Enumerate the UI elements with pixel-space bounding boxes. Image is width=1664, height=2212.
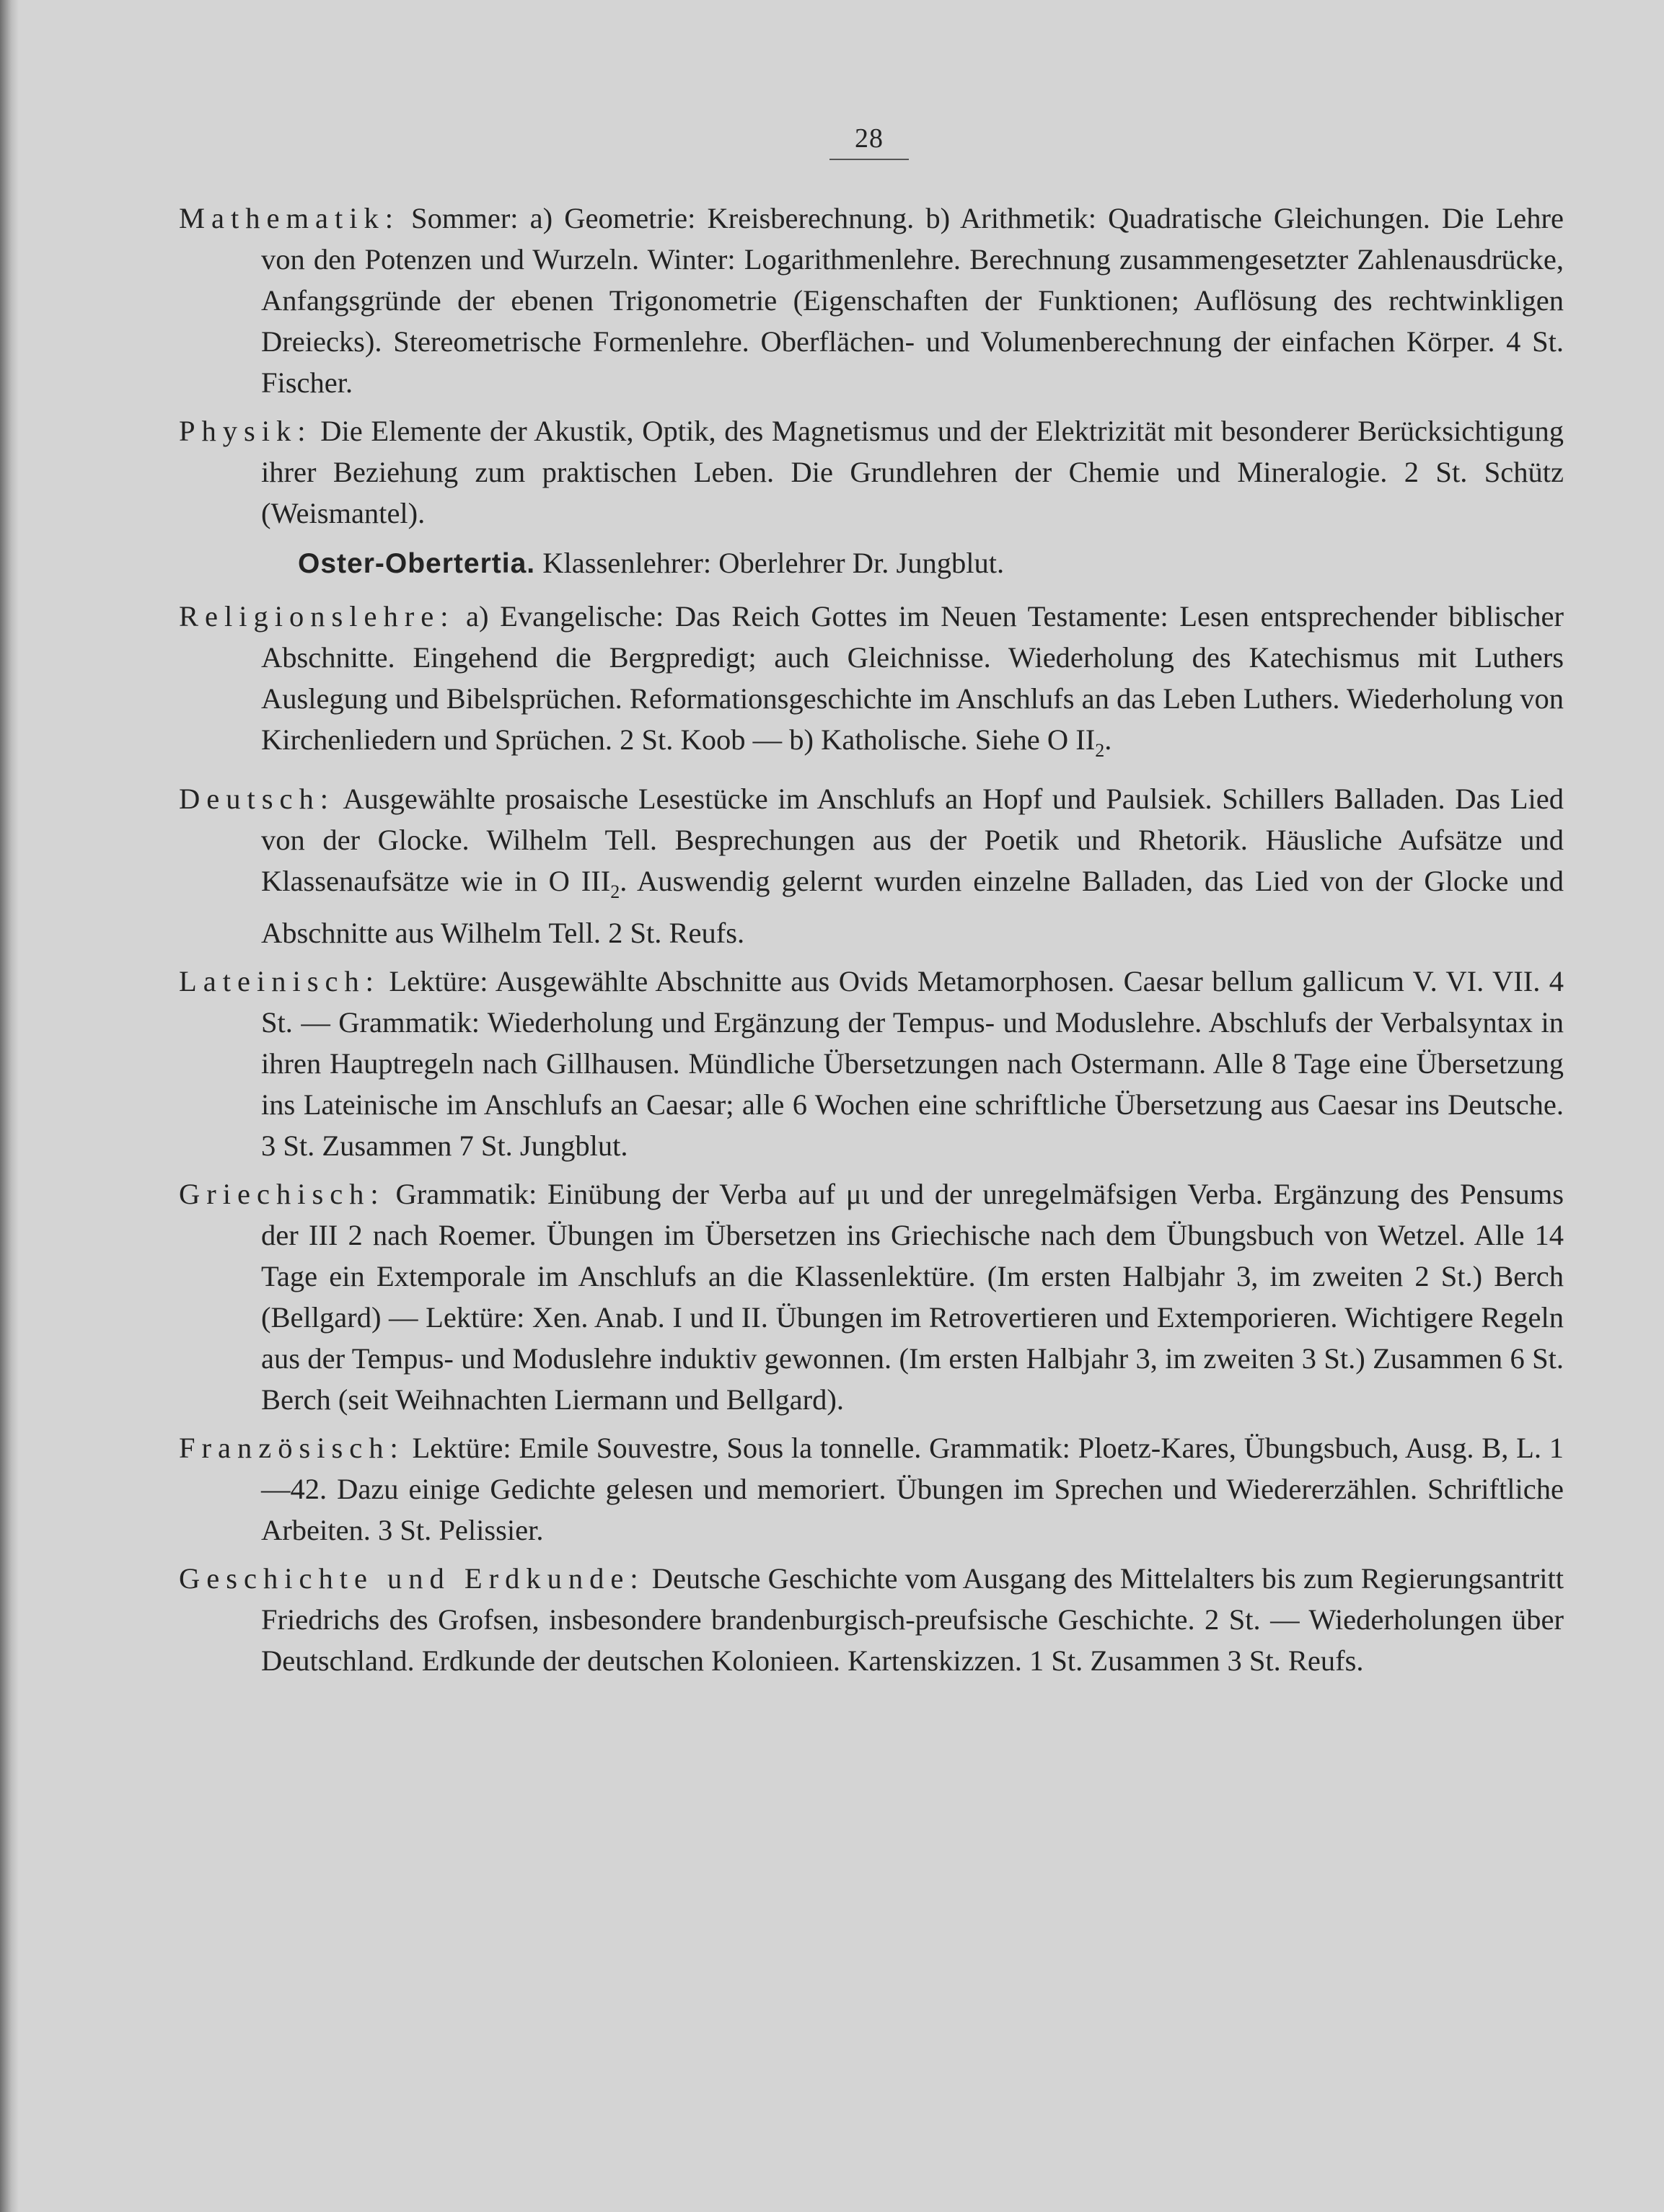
- section-label-geschichte: Geschichte und Erdkunde:: [179, 1562, 645, 1595]
- section-label-griechisch: Griechisch:: [179, 1178, 385, 1210]
- section-text-religionslehre: a) Evangelische: Das Reich Gottes im Neuen Testamente: Lesen entsprechender biblischer Abschnitte. Eingehend die Bergpredigt; auch Gleichnisse. Wiederholung des Katechismus mit Luthers Auslegung und Bibelsprüchen. Reformationsgeschichte im Anschlufs an das Leben Luthers. Wiederholung von Kirchenliedern und Sprüchen. 2 St. Koob — b) Katholische. Siehe O II: [261, 600, 1564, 756]
- section-label-lateinisch: Lateinisch:: [179, 965, 380, 997]
- section-text-lateinisch: Lektüre: Ausgewählte Abschnitte aus Ovids Metamorphosen. Caesar bellum gallicum V. VI. VII. 4 St. — Grammatik: Wiederholung und Ergänzung der Tempus- und Moduslehre. Abschlufs der Verbalsyntax in ihren Hauptregeln nach Gillhausen. Mündliche Übersetzungen nach Ostermann. Alle 8 Tage eine Übersetzung ins Lateinische im Anschlufs an Caesar; alle 6 Wochen eine schriftliche Übersetzung aus Caesar ins Deutsche. 3 St. Zusammen 7 St. Jungblut.: [261, 965, 1564, 1162]
- section-deutsch: [179, 778, 1564, 953]
- section-label-religionslehre: Religionslehre:: [179, 600, 455, 633]
- section-franzoesisch: [179, 1427, 1564, 1551]
- subscript-deutsch: 2: [610, 881, 620, 902]
- page-number: 28: [829, 123, 909, 160]
- section-physik: [179, 410, 1564, 534]
- scan-edge-shadow: [0, 0, 19, 2212]
- section-griechisch: [179, 1173, 1564, 1420]
- section-geschichte: [179, 1558, 1564, 1681]
- section-religionslehre: [179, 596, 1564, 771]
- class-heading-text: Klassenlehrer: Oberlehrer Dr. Jungblut.: [535, 547, 1005, 579]
- section-mathematik: [179, 198, 1564, 403]
- document-body: [179, 198, 1564, 1688]
- section-text-geschichte: Deutsche Geschichte vom Ausgang des Mittelalters bis zum Regierungsantritt Friedrichs des Grofsen, insbesondere brandenburgisch-preufsische Geschichte. 2 St. — Wiederholungen über Deutschland. Erdkunde der deutschen Kolonieen. Kartenskizzen. 1 St. Zusammen 3 St. Reufs.: [261, 1562, 1564, 1677]
- section-text-franzoesisch: Lektüre: Emile Souvestre, Sous la tonnelle. Grammatik: Ploetz-Kares, Übungsbuch, Ausg. B, L. 1—42. Dazu einige Gedichte gelesen und memoriert. Übungen im Sprechen und Wiedererzählen. Schriftliche Arbeiten. 3 St. Pelissier.: [261, 1432, 1564, 1546]
- class-heading-title: Oster-Obertertia.: [298, 548, 536, 579]
- subscript-religionslehre: 2: [1095, 740, 1105, 761]
- section-text-end-religionslehre: .: [1104, 723, 1112, 756]
- section-label-mathematik: Mathematik:: [179, 202, 400, 234]
- section-text-griechisch: Grammatik: Einübung der Verba auf μι und der unregelmäfsigen Verba. Ergänzung des Pensums der III 2 nach Roemer. Übungen im Übersetzen ins Griechische nach dem Übungsbuch von Wetzel. Alle 14 Tage ein Extemporale im Anschlufs an die Klassenlektüre. (Im ersten Halbjahr 3, im zweiten 2 St.) Berch (Bellgard) — Lektüre: Xen. Anab. I und II. Übungen im Retrovertieren und Extemporieren. Wichtigere Regeln aus der Tempus- und Moduslehre induktiv gewonnen. (Im ersten Halbjahr 3, im zweiten 3 St.) Zusammen 6 St. Berch (seit Weihnachten Liermann und Bellgard).: [261, 1178, 1564, 1416]
- section-text-end-deutsch: . Auswendig gelernt wurden einzelne Balladen, das Lied von der Glocke und Abschnitte aus Wilhelm Tell. 2 St. Reufs.: [261, 865, 1564, 949]
- section-lateinisch: [179, 961, 1564, 1166]
- section-label-franzoesisch: Französisch:: [179, 1432, 405, 1464]
- section-text-mathematik: Sommer: a) Geometrie: Kreisberechnung. b) Arithmetik: Quadratische Gleichungen. Die Lehre von den Potenzen und Wurzeln. Winter: Logarithmenlehre. Berechnung zusammengesetzter Zahlenausdrücke, Anfangsgründe der ebenen Trigonometrie (Eigenschaften der Funktionen; Auflösung des rechtwinkligen Dreiecks). Stereometrische Formenlehre. Oberflächen- und Volumenberechnung der einfachen Körper. 4 St. Fischer.: [261, 202, 1564, 399]
- section-label-deutsch: Deutsch:: [179, 783, 335, 815]
- class-heading: [179, 542, 1564, 584]
- section-text-physik: Die Elemente der Akustik, Optik, des Magnetismus und der Elektrizität mit besonderer Berücksichtigung ihrer Beziehung zum praktischen Leben. Die Grundlehren der Chemie und Mineralogie. 2 St. Schütz (Weismantel).: [261, 415, 1564, 529]
- section-label-physik: Physik:: [179, 415, 312, 447]
- section-text-deutsch: Ausgewählte prosaische Lesestücke im Anschlufs an Hopf und Paulsiek. Schillers Balladen. Das Lied von der Glocke. Wilhelm Tell. Besprechungen aus der Poetik und Rhetorik. Häusliche Aufsätze und Klassenaufsätze wie in O III: [261, 783, 1564, 897]
